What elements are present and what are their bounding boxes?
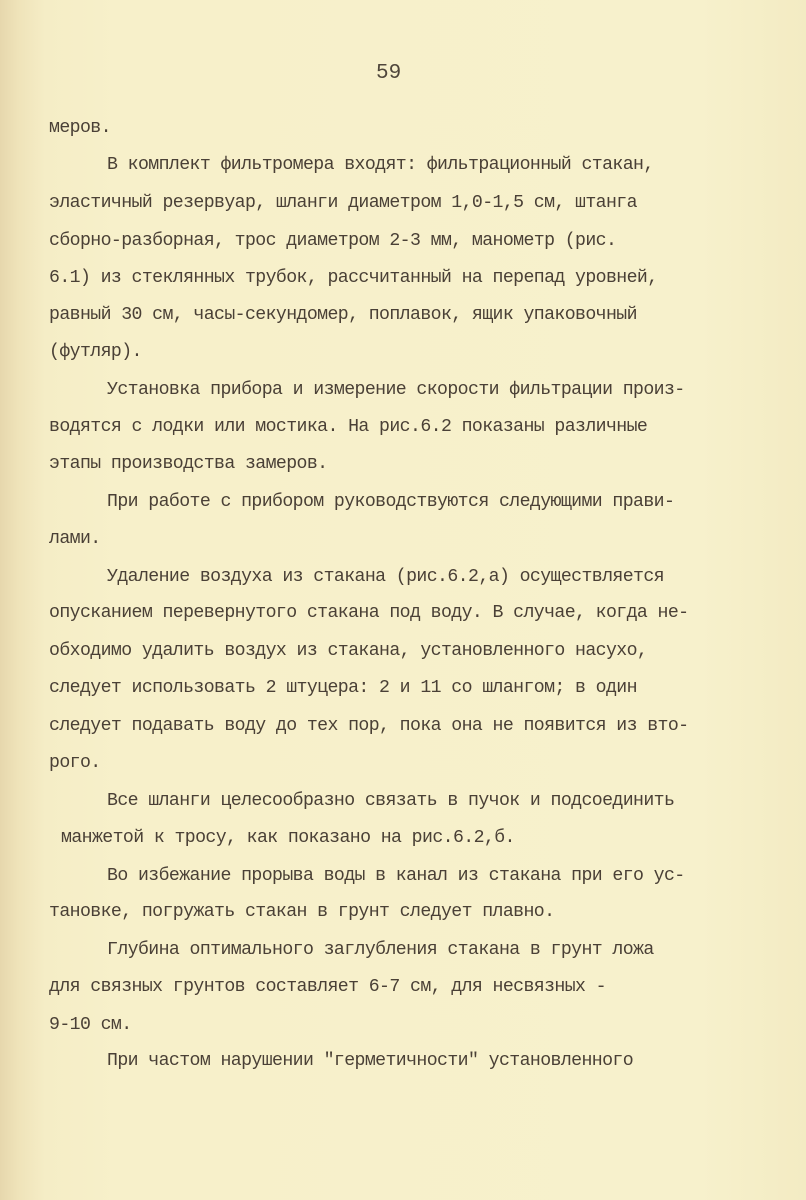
text-line: обходимо удалить воздух из стакана, установленного насухо, [49,641,648,661]
page-number: 59 [376,62,402,85]
text-line: тановке, погружать стакан в грунт следует плавно. [49,902,555,922]
text-line: 6.1) из стеклянных трубок, рассчитанный на перепад уровней, [49,268,658,288]
text-line: (футляр). [49,342,142,362]
text-line: опусканием перевернутого стакана под воду. В случае, когда не- [49,603,689,623]
text-line: Установка прибора и измерение скорости фильтрации произ- [107,380,685,400]
text-line: рого. [49,753,101,773]
text-line: равный 30 см, часы-секундомер, поплавок, ящик упаковочный [49,305,637,325]
text-line: Все шланги целесообразно связать в пучок и подсоединить [107,791,675,811]
text-line: При работе с прибором руководствуются следующими прави- [107,492,675,512]
text-line: Во избежание прорыва воды в канал из стакана при его ус- [107,866,685,886]
text-line: манжетой к тросу, как показано на рис.6.2,б. [61,828,515,848]
text-line: водятся с лодки или мостика. На рис.6.2 показаны различные [49,417,648,437]
text-line: эластичный резервуар, шланги диаметром 1,0-1,5 см, штанга [49,193,637,213]
text-line: лами. [49,529,101,549]
text-line: для связных грунтов составляет 6-7 см, для несвязных - [49,977,606,997]
text-line: следует использовать 2 штуцера: 2 и 11 со шлангом; в один [49,678,637,698]
text-line: В комплект фильтромера входят: фильтрационный стакан, [107,155,654,175]
text-line: следует подавать воду до тех пор, пока она не появится из вто- [49,716,689,736]
text-line: этапы производства замеров. [49,454,328,474]
text-line: меров. [49,118,111,138]
text-line: 9-10 см. [49,1015,132,1035]
text-line: сборно-разборная, трос диаметром 2-3 мм, манометр (рис. [49,231,617,251]
text-line: При частом нарушении "герметичности" установленного [107,1051,634,1071]
text-line: Удаление воздуха из стакана (рис.6.2,а) осуществляется [107,567,664,587]
text-line: Глубина оптимального заглубления стакана в грунт ложа [107,940,654,960]
